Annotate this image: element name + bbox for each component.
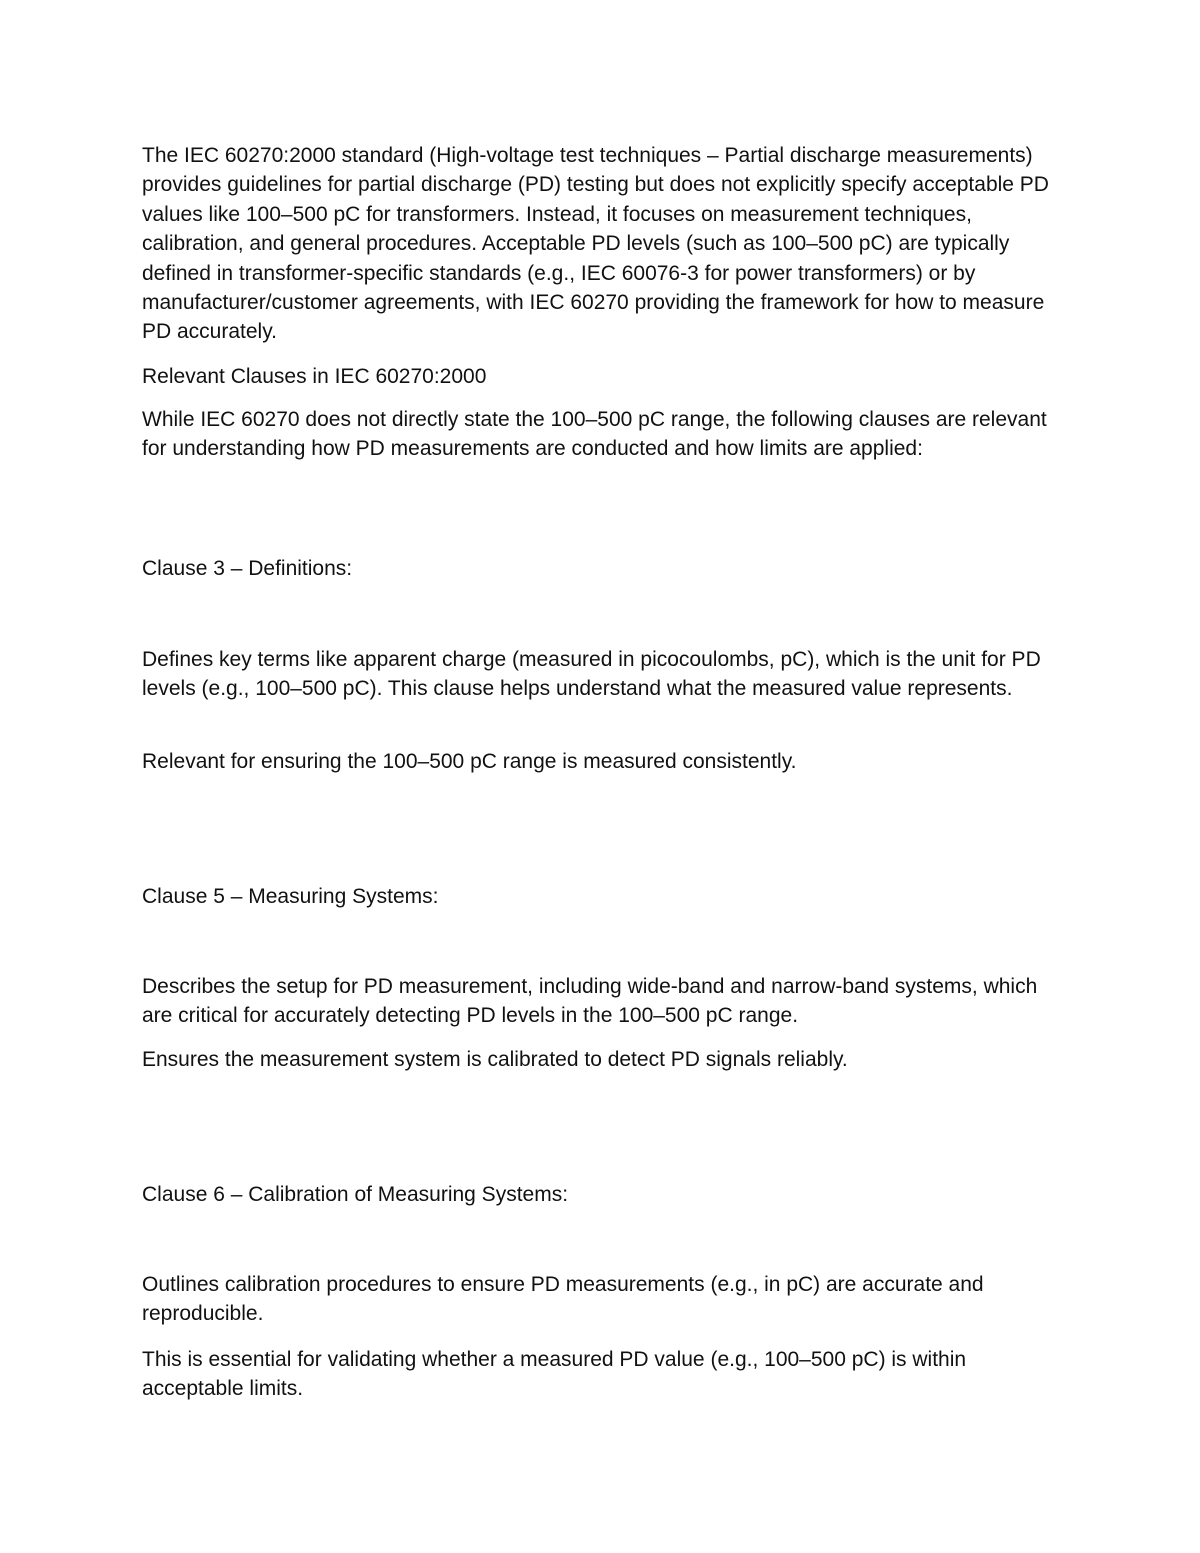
section-heading: Relevant Clauses in IEC 60270:2000 bbox=[142, 365, 487, 388]
clause-5-note: Ensures the measurement system is calibrated to detect PD signals reliably. bbox=[142, 1048, 848, 1071]
clause-3-description: Defines key terms like apparent charge (measured in picocoulombs, pC), which is the unit for PD levels (e.g., 100–500 pC). This clause helps understand what the measured value represents. bbox=[142, 648, 1041, 701]
clause-6-note: This is essential for validating whether a measured PD value (e.g., 100–500 pC) is within acceptable limits. bbox=[142, 1348, 967, 1401]
clause-3-note: Relevant for ensuring the 100–500 pC range is measured consistently. bbox=[142, 750, 797, 773]
intro-paragraph: The IEC 60270:2000 standard (High-voltage test techniques – Partial discharge measurements) provides guidelines for partial discharge (PD) testing but does not explicitly specify acceptable PD values like 100–500 pC for transformers. Instead, it focuses on measurement techniques, calibration, and general procedures. Acceptable PD levels (such as 100–500 pC) are typically defined in transformer-specific standards (e.g., IEC 60076-3 for power transformers) or by manufacturer/customer agreements, with IEC 60270 providing the framework for how to measure PD accurately. bbox=[142, 144, 1049, 344]
clause-5-description: Describes the setup for PD measurement, including wide-band and narrow-band systems, which are critical for accurately detecting PD levels in the 100–500 pC range. bbox=[142, 975, 1038, 1028]
clause-6-heading: Clause 6 – Calibration of Measuring Systems: bbox=[142, 1183, 569, 1206]
clause-6-description: Outlines calibration procedures to ensure PD measurements (e.g., in pC) are accurate and reproducible. bbox=[142, 1273, 984, 1326]
clause-3-heading: Clause 3 – Definitions: bbox=[142, 557, 353, 580]
clause-5-heading: Clause 5 – Measuring Systems: bbox=[142, 885, 439, 908]
section-intro-paragraph: While IEC 60270 does not directly state the 100–500 pC range, the following clauses are relevant for understanding how PD measurements are conducted and how limits are applied: bbox=[142, 408, 1047, 461]
